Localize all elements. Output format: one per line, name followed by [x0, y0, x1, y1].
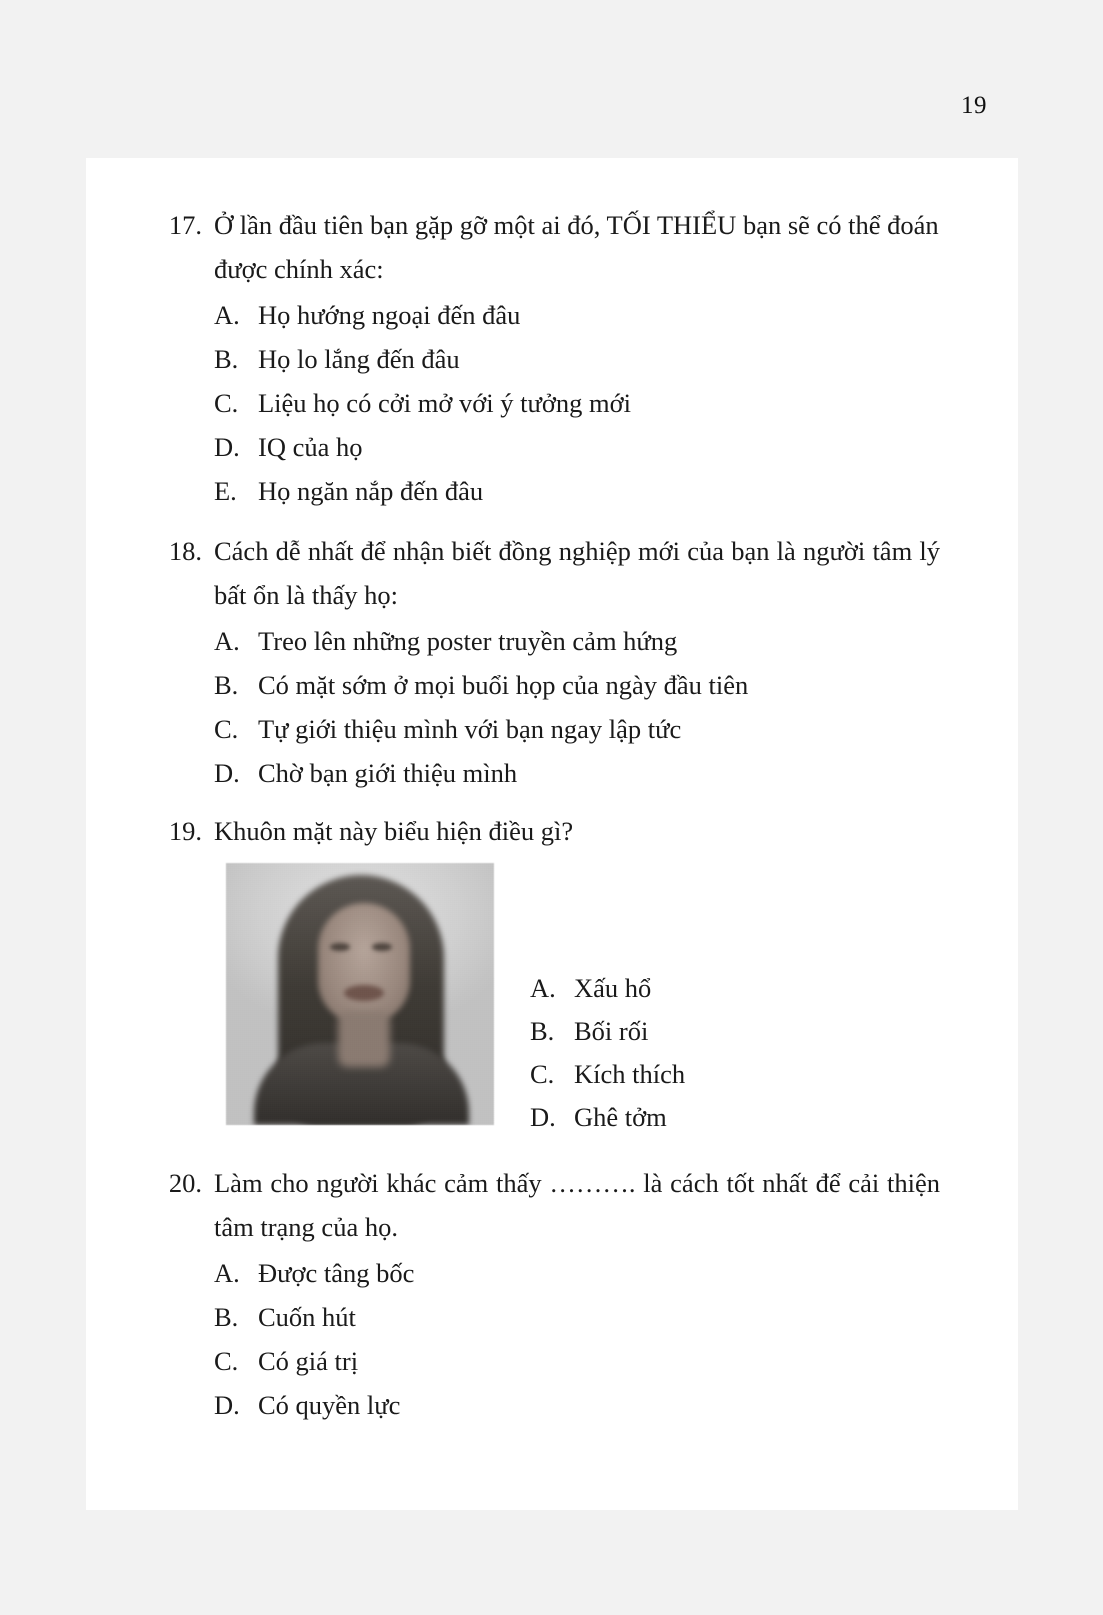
- option-18-c-letter: C.: [214, 714, 239, 744]
- question-18: [168, 529, 940, 795]
- question-17-stem: Ở lần đầu tiên bạn gặp gỡ một ai đó, TỐI THIỂU bạn sẽ có thể đoán được chính xác:: [214, 210, 939, 284]
- option-17-a[interactable]: [214, 293, 940, 337]
- option-19-c-text: Kích thích: [574, 1059, 686, 1089]
- option-18-a[interactable]: [214, 619, 940, 663]
- option-18-b-letter: B.: [214, 670, 239, 700]
- option-17-b[interactable]: [214, 337, 940, 381]
- page-sheet: [86, 158, 1018, 1510]
- question-17-body: [214, 203, 940, 513]
- option-20-c[interactable]: [214, 1339, 940, 1383]
- question-19-options: [530, 967, 940, 1139]
- question-list: [168, 203, 940, 1431]
- option-20-a-letter: A.: [214, 1258, 240, 1288]
- question-17-number: 17.: [168, 210, 202, 240]
- question-18-number: 18.: [168, 536, 202, 566]
- option-20-b[interactable]: [214, 1295, 940, 1339]
- option-19-d[interactable]: [530, 1096, 940, 1139]
- option-17-c[interactable]: [214, 381, 940, 425]
- option-19-d-letter: D.: [530, 1102, 556, 1132]
- option-17-c-letter: C.: [214, 388, 239, 418]
- question-19-number: 19.: [168, 816, 202, 846]
- question-18-body: [214, 529, 940, 795]
- option-19-c-letter: C.: [530, 1059, 555, 1089]
- question-19-content: [214, 863, 940, 1139]
- option-18-d-text: Chờ bạn giới thiệu mình: [258, 758, 518, 788]
- question-20-body: [214, 1161, 940, 1427]
- option-19-a-letter: A.: [530, 973, 556, 1003]
- option-18-b[interactable]: [214, 663, 940, 707]
- option-19-b[interactable]: [530, 1010, 940, 1053]
- page-number: 19: [961, 92, 987, 119]
- question-19-stem: Khuôn mặt này biểu hiện điều gì?: [214, 816, 574, 846]
- option-17-c-text: Liệu họ có cởi mở với ý tưởng mới: [258, 388, 631, 418]
- option-19-d-text: Ghê tởm: [574, 1102, 667, 1132]
- option-20-b-text: Cuốn hút: [258, 1302, 356, 1332]
- option-17-e-text: Họ ngăn nắp đến đâu: [258, 476, 484, 506]
- question-20: [168, 1161, 940, 1427]
- option-20-b-letter: B.: [214, 1302, 239, 1332]
- question-18-options: [214, 619, 940, 795]
- question-17-options: [214, 293, 940, 513]
- question-20-number: 20.: [168, 1168, 202, 1198]
- option-18-a-letter: A.: [214, 626, 240, 656]
- option-17-b-text: Họ lo lắng đến đâu: [258, 344, 460, 374]
- option-17-e-letter: E.: [214, 476, 237, 506]
- option-18-a-text: Treo lên những poster truyền cảm hứng: [258, 626, 678, 656]
- option-20-c-text: Có giá trị: [258, 1346, 359, 1376]
- question-20-options: [214, 1251, 940, 1427]
- option-19-b-text: Bối rối: [574, 1016, 649, 1046]
- option-20-d-text: Có quyền lực: [258, 1390, 401, 1420]
- option-17-b-letter: B.: [214, 344, 239, 374]
- option-17-d-letter: D.: [214, 432, 240, 462]
- option-20-a[interactable]: [214, 1251, 940, 1295]
- question-20-stem: Làm cho người khác cảm thấy ………. là cách tốt nhất để cải thiện tâm trạng của họ.: [214, 1168, 940, 1242]
- question-19-body: [214, 809, 940, 1139]
- option-19-b-letter: B.: [530, 1016, 555, 1046]
- question-18-stem: Cách dễ nhất để nhận biết đồng nghiệp mới của bạn là người tâm lý bất ổn là thấy họ:: [214, 536, 940, 610]
- question-19: [168, 809, 940, 1139]
- option-18-d[interactable]: [214, 751, 940, 795]
- option-20-c-letter: C.: [214, 1346, 239, 1376]
- option-17-e[interactable]: [214, 469, 940, 513]
- option-17-d[interactable]: [214, 425, 940, 469]
- option-20-a-text: Được tâng bốc: [258, 1258, 415, 1288]
- question-17: [168, 203, 940, 513]
- option-20-d-letter: D.: [214, 1390, 240, 1420]
- option-18-b-text: Có mặt sớm ở mọi buổi họp của ngày đầu tiên: [258, 670, 749, 700]
- option-20-d[interactable]: [214, 1383, 940, 1427]
- option-19-a[interactable]: [530, 967, 940, 1010]
- option-18-c-text: Tự giới thiệu mình với bạn ngay lập tức: [258, 714, 682, 744]
- option-19-a-text: Xấu hổ: [574, 973, 652, 1003]
- option-18-d-letter: D.: [214, 758, 240, 788]
- photo-grain-overlay: [226, 863, 494, 1125]
- option-17-d-text: IQ của họ: [258, 432, 363, 462]
- face-photo-image: [226, 863, 494, 1125]
- option-17-a-text: Họ hướng ngoại đến đâu: [258, 300, 521, 330]
- option-19-c[interactable]: [530, 1053, 940, 1096]
- option-18-c[interactable]: [214, 707, 940, 751]
- option-17-a-letter: A.: [214, 300, 240, 330]
